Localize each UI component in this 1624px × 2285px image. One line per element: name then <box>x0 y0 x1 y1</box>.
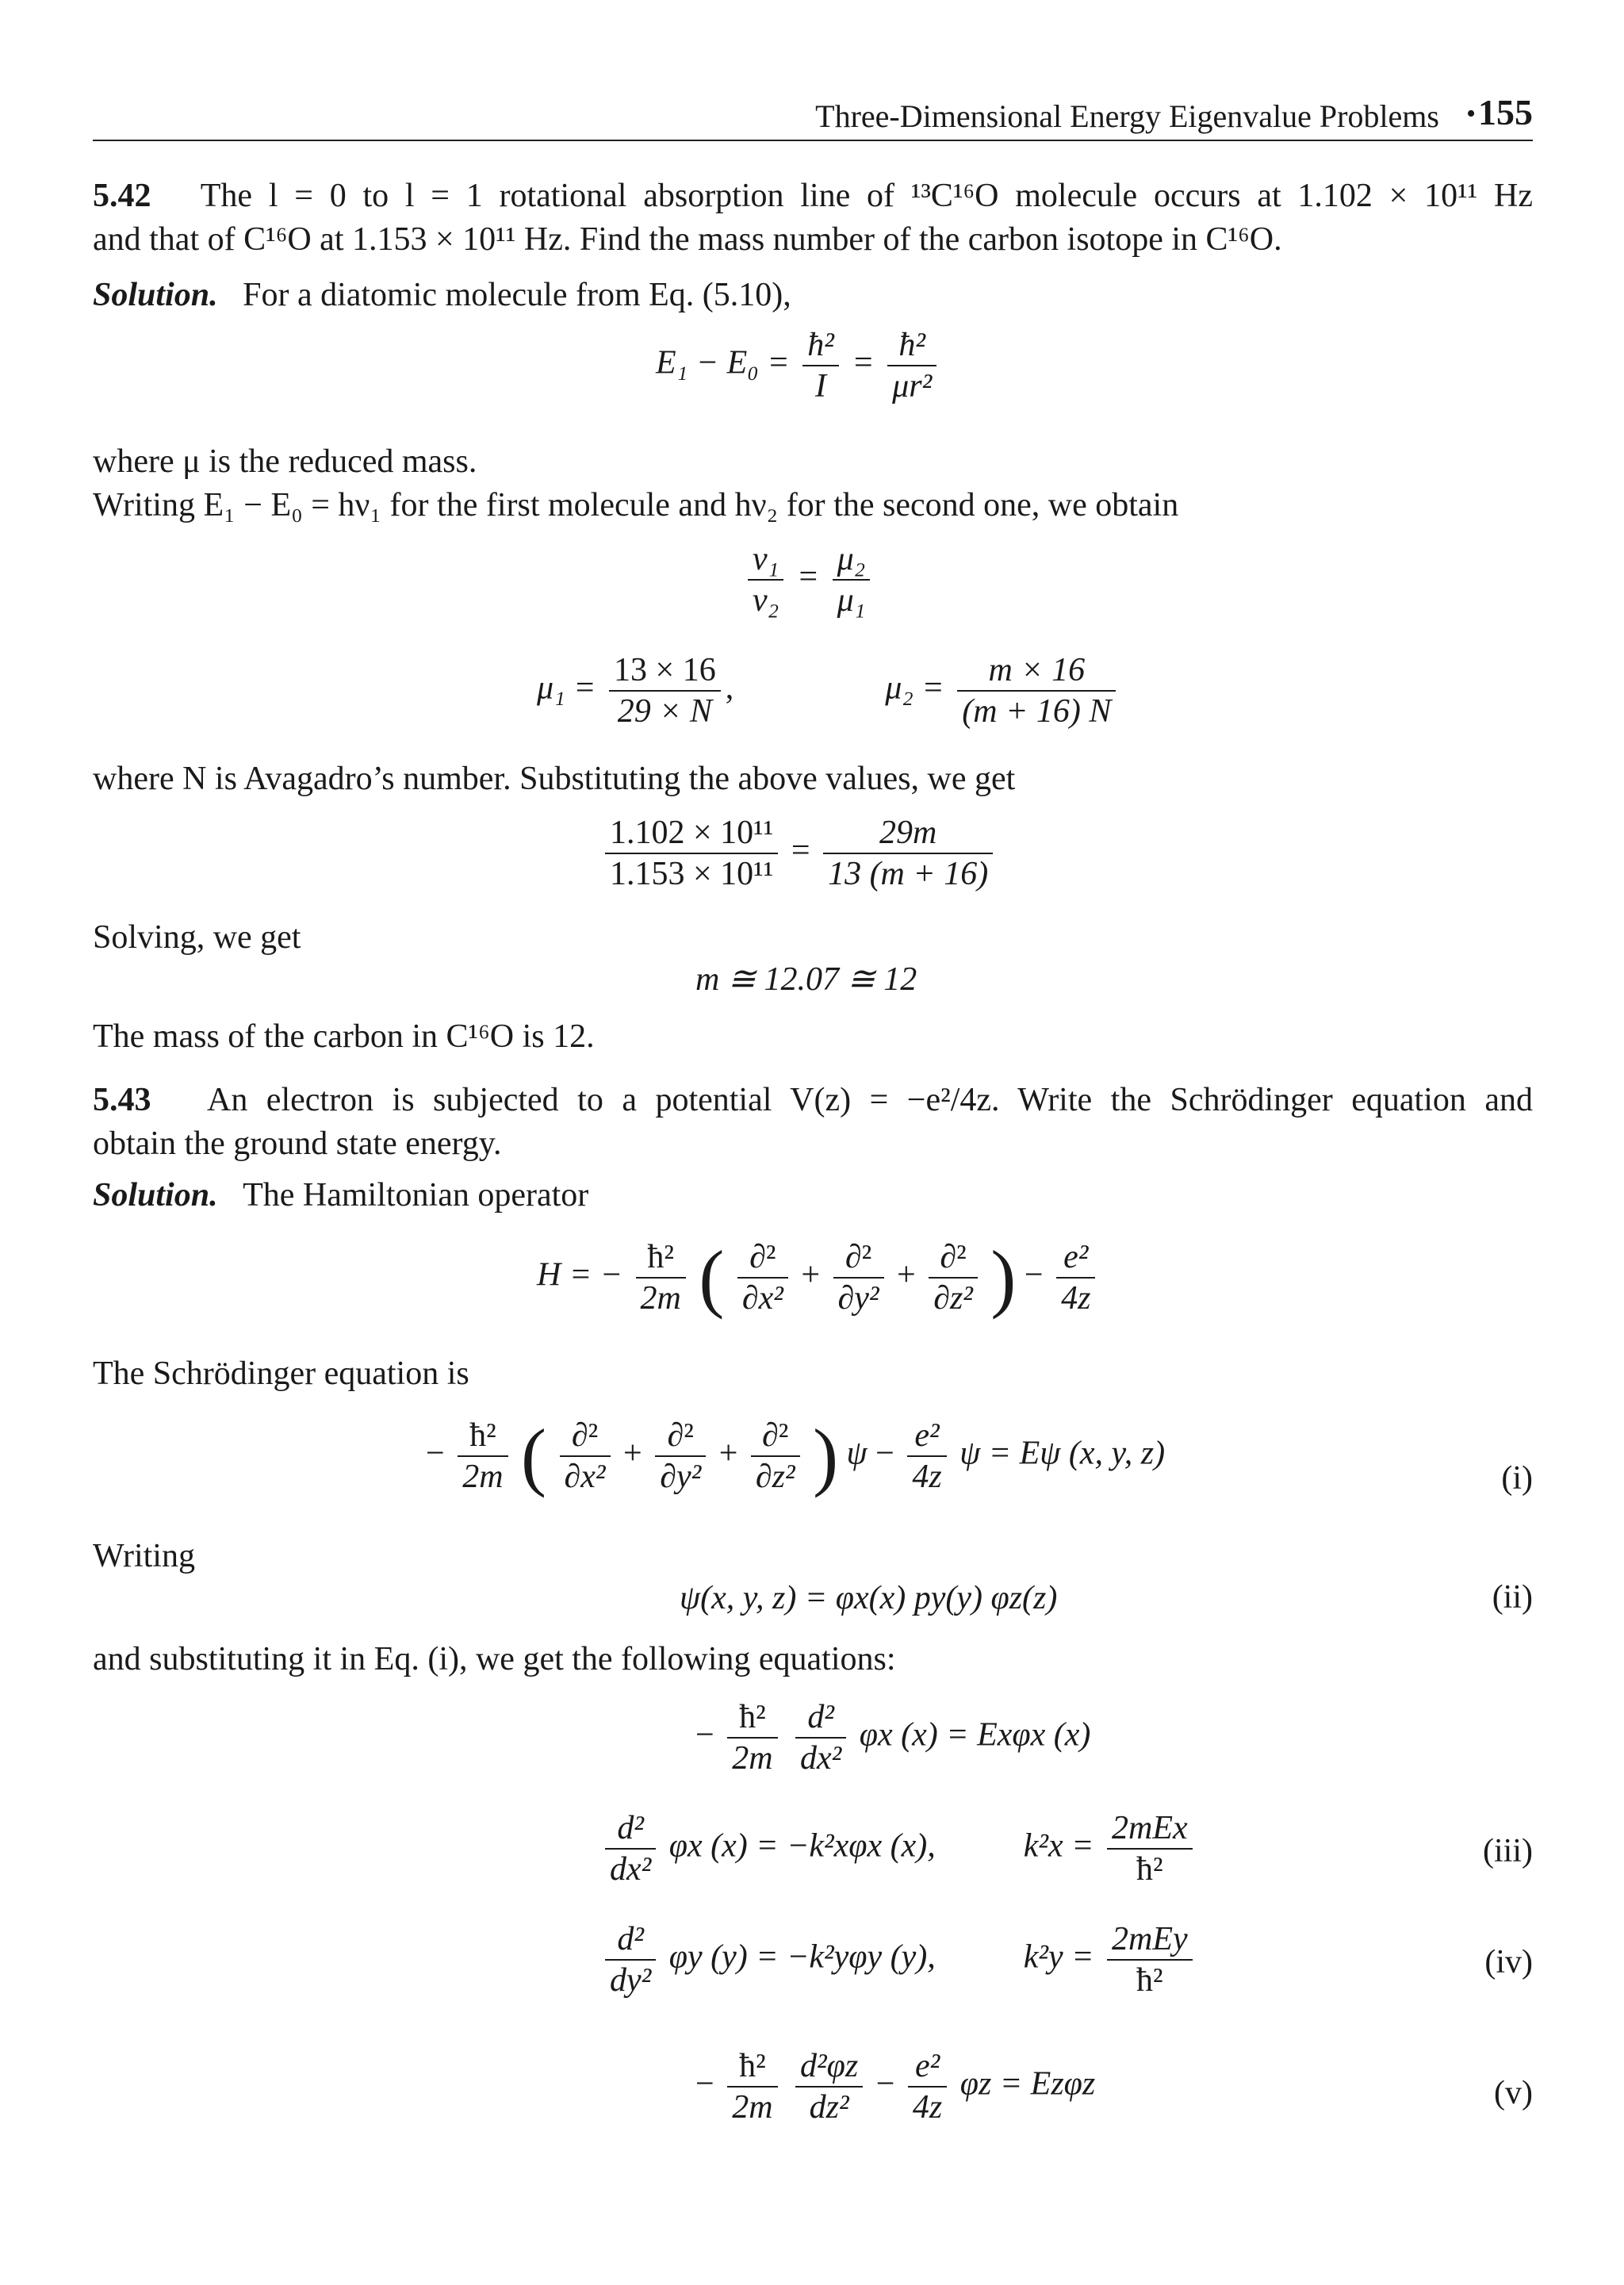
eq4-dy2: dy² <box>610 1962 652 1999</box>
eq3-frac <box>1107 1808 1193 1889</box>
eq5-rhs: φz = Ezφz <box>959 2065 1096 2103</box>
sch-dx-frac <box>560 1416 611 1497</box>
schrodinger-intro: The Schrödinger equation is <box>93 1355 469 1392</box>
problem-5-42-text1: The l = 0 to l = 1 rotational absorption line of ¹³C¹⁶O molecule occurs at 1.102 × 10¹¹ Hz <box>200 178 1533 214</box>
header-rule <box>93 140 1533 141</box>
equation-separation: ψ(x, y, z) = φx(x) py(y) φz(z) <box>680 1580 1058 1616</box>
eq3-deriv-frac <box>605 1808 656 1889</box>
eq3-dx2: dx² <box>610 1851 652 1888</box>
eq1-frac1 <box>802 325 839 406</box>
eqx-rhs: φx (x) = Exφx (x) <box>859 1716 1091 1754</box>
equation-tag-iii: (iii) <box>1483 1833 1533 1869</box>
equation-x <box>695 1697 1090 1778</box>
ratio-frac2 <box>833 539 871 620</box>
sub-num2: 29m <box>823 813 993 854</box>
sch-hbar-frac <box>458 1416 508 1497</box>
equation-substitution <box>600 813 998 894</box>
mu1-frac <box>609 650 721 731</box>
ham-d2-z: ∂² <box>929 1237 978 1279</box>
problem-5-43-line2: obtain the ground state energy. <box>93 1125 502 1162</box>
mu2-lhs: μ₂ = <box>885 669 944 707</box>
eq5-deriv-frac <box>795 2046 863 2127</box>
sch-dx2: ∂x² <box>564 1459 606 1495</box>
problem-number-5-43: 5.43 <box>93 1082 151 1118</box>
sch-d2-y: ∂² <box>655 1416 706 1457</box>
sch-d2-x: ∂² <box>560 1416 611 1457</box>
ratio-num2: μ₂ <box>833 539 871 581</box>
eqx-dx2: dx² <box>800 1740 842 1777</box>
ratio-num1: ν₁ <box>748 539 783 581</box>
equation-tag-v: (v) <box>1494 2075 1533 2111</box>
writing-label: Writing <box>93 1538 195 1574</box>
sch-lparen: ( <box>521 1413 546 1498</box>
eq4-den: ħ² <box>1136 1962 1163 1999</box>
sub-equals: = <box>791 832 810 869</box>
ham-d2-x: ∂² <box>737 1237 788 1279</box>
problem-5-42-line1 <box>93 174 1533 217</box>
eq3-d2: d² <box>605 1808 656 1850</box>
equation-energy-difference <box>656 325 941 406</box>
chapter-title: Three-Dimensional Energy Eigenvalue Problems <box>815 98 1439 134</box>
eq4-num: 2mEy <box>1107 1919 1193 1961</box>
sub-den1: 1.153 × 10¹¹ <box>610 856 774 892</box>
ham-hbar2: ħ² <box>636 1237 686 1279</box>
eq5-e2: e² <box>908 2046 947 2088</box>
eq1-frac1-den: I <box>815 368 826 404</box>
eq5-dz2: dz² <box>809 2089 849 2126</box>
problem-number-5-42: 5.42 <box>93 178 151 214</box>
mu1-lhs: μ₁ = <box>537 669 596 707</box>
eq5-hbar2: ħ² <box>727 2046 777 2088</box>
mu1-num: 13 × 16 <box>609 650 721 692</box>
eqx-deriv-frac <box>795 1697 846 1778</box>
eq4-deriv-frac <box>605 1919 656 2000</box>
sch-dy2: ∂y² <box>660 1459 702 1495</box>
eq3-k: k²x = <box>1023 1827 1094 1865</box>
ham-rparen: ) <box>990 1235 1017 1320</box>
ham-dz-frac <box>929 1237 978 1318</box>
conclusion-line: The mass of the carbon in C¹⁶O is 12. <box>93 1018 595 1055</box>
ham-lhs: H = − <box>537 1256 623 1294</box>
where-mu-line: where μ is the reduced mass. <box>93 443 477 480</box>
ratio-den2: μ₁ <box>837 582 866 619</box>
mu1-den: 29 × N <box>617 693 713 730</box>
eq5-potential-frac <box>908 2046 947 2127</box>
solution-text-5-43: The Hamiltonian operator <box>243 1177 589 1213</box>
ham-potential-frac <box>1056 1237 1095 1318</box>
solution-label-5-43: Solution. <box>93 1177 218 1213</box>
equation-schrodinger: − $\frac{\text{ħ²}}{2m}$ ( $\frac{\text{∂²}}{\text{∂x²}}$ + $\frac{\text{∂²}}{\text{∂y²}}$ + $\frac{\text{∂²}}{\text{∂z²}}$ ) ψ − $\frac{\text{e²}}{4z}$ ψ = Eψ (x, y, z) <box>426 1413 1166 1498</box>
ham-e2: e² <box>1056 1237 1095 1279</box>
sch-2m: 2m <box>462 1459 504 1495</box>
sub-num1: 1.102 × 10¹¹ <box>605 813 778 854</box>
ratio-den1: ν₂ <box>753 582 779 619</box>
ham-hbar-frac <box>636 1237 686 1318</box>
eqx-2m: 2m <box>732 1740 773 1777</box>
eq5-hbar-frac <box>727 2046 777 2127</box>
sub-frac2 <box>823 813 993 894</box>
eq4-mid: φy (y) = −k²yφy (y), <box>668 1938 936 1976</box>
sch-dy-frac <box>655 1416 706 1497</box>
ham-dx2: ∂x² <box>741 1280 783 1317</box>
equation-result: m ≅ 12.07 ≅ 12 <box>695 961 917 998</box>
equation-tag-i: (i) <box>1501 1460 1533 1497</box>
solution-text: For a diatomic molecule from Eq. (5.10), <box>243 277 791 313</box>
sch-potential-frac <box>907 1416 946 1497</box>
equation-tag-iv: (iv) <box>1484 1944 1533 1980</box>
sch-rhs: ψ = Eψ (x, y, z) <box>959 1435 1166 1472</box>
mu2-den: (m + 16) N <box>962 693 1112 730</box>
eq1-lhs: E₁ − E₀ = <box>656 344 790 381</box>
ham-dy-frac <box>833 1237 884 1318</box>
ham-d2-y: ∂² <box>833 1237 884 1279</box>
eq5-d2phiz: d²φz <box>795 2046 863 2088</box>
equation-iv <box>600 1919 1197 2000</box>
equation-tag-ii: (ii) <box>1492 1579 1533 1616</box>
eqx-d2: d² <box>795 1697 846 1739</box>
solution-5-42-intro <box>93 274 1533 316</box>
sch-dz2: ∂z² <box>755 1459 795 1495</box>
sch-dz-frac <box>751 1416 800 1497</box>
solution-5-43-intro <box>93 1174 1533 1217</box>
sub-frac1 <box>605 813 778 894</box>
equation-reduced-masses: μ₁ = $\frac{13 \times 16}{29 \times N}$ , μ₂ = $\frac{m \times 16}{(m + 16) N}$ <box>537 650 1120 731</box>
sch-hbar2: ħ² <box>458 1416 508 1457</box>
solution-label: Solution. <box>93 277 218 313</box>
eqx-minus: − <box>695 1716 714 1754</box>
sch-d2-z: ∂² <box>751 1416 800 1457</box>
avogadro-line: where N is Avagadro’s number. Substituting the above values, we get <box>93 761 1016 797</box>
sub-den2: 13 (m + 16) <box>828 856 989 892</box>
mu2-num: m × 16 <box>957 650 1116 692</box>
eq3-num: 2mEx <box>1107 1808 1193 1850</box>
ham-dy2: ∂y² <box>837 1280 879 1317</box>
equation-hamiltonian: H = − $\frac{\text{ħ²}}{2m}$ ( $\frac{\text{∂²}}{\text{∂x²}}$ + $\frac{\text{∂²}}{\text{∂y²}}$ + $\frac{\text{∂²}}{\text{∂z²}}$ ) − $\frac{\text{e²}}{4z}$ <box>537 1237 1100 1318</box>
eq4-k: k²y = <box>1023 1938 1094 1976</box>
header-bullet: • <box>1466 99 1476 128</box>
ratio-frac1 <box>748 539 783 620</box>
eqx-hbar2: ħ² <box>727 1697 777 1739</box>
solving-line: Solving, we get <box>93 919 301 956</box>
ham-lparen: ( <box>699 1235 725 1320</box>
eq1-equals: = <box>852 344 875 381</box>
ham-4z: 4z <box>1061 1280 1091 1317</box>
ham-dz2: ∂z² <box>933 1280 973 1317</box>
eq1-frac2-den: μr² <box>892 368 933 404</box>
ratio-equals: = <box>796 558 820 596</box>
substituting-line: and substituting it in Eq. (i), we get the following equations: <box>93 1641 896 1677</box>
equation-v: − $\frac{\text{ħ²}}{2m}$ $\frac{\text{d²φz}}{\text{dz²}}$ − $\frac{\text{e²}}{4z}$ φz = Ezφz <box>695 2048 1096 2126</box>
eq3-den: ħ² <box>1136 1851 1163 1888</box>
running-header <box>93 91 1533 139</box>
writing-line: Writing E₁ − E₀ = hν₁ for the first molecule and hν₂ for the second one, we obtain <box>93 487 1179 523</box>
eq4-frac <box>1107 1919 1193 2000</box>
equation-frequency-ratio <box>743 539 875 620</box>
problem-5-42-line2: and that of C¹⁶O at 1.153 × 10¹¹ Hz. Find the mass number of the carbon isotope in C¹⁶O. <box>93 221 1282 258</box>
problem-5-43-text1: An electron is subjected to a potential V(z) = −e²/4z. Write the Schrödinger equation and <box>206 1082 1533 1118</box>
ham-dx-frac <box>737 1237 788 1318</box>
ham-2m: 2m <box>640 1280 681 1317</box>
page-number: 155 <box>1478 92 1533 132</box>
eq4-d2: d² <box>605 1919 656 1961</box>
eq1-frac1-num: ħ² <box>802 325 839 366</box>
sch-e2: e² <box>907 1416 946 1457</box>
eq5-4z: 4z <box>912 2089 943 2126</box>
equation-iii <box>600 1808 1197 1889</box>
eq1-frac2-num: ħ² <box>887 325 936 366</box>
page <box>93 0 1533 2285</box>
problem-5-43-line1 <box>93 1079 1533 1121</box>
eq3-mid: φx (x) = −k²xφx (x), <box>668 1827 936 1865</box>
eqx-hbar-frac <box>727 1697 777 1778</box>
sch-rparen: ) <box>813 1413 839 1498</box>
eq5-2m: 2m <box>732 2089 773 2126</box>
eq1-frac2 <box>887 325 936 406</box>
sch-4z: 4z <box>912 1459 942 1495</box>
mu2-frac <box>957 650 1116 731</box>
